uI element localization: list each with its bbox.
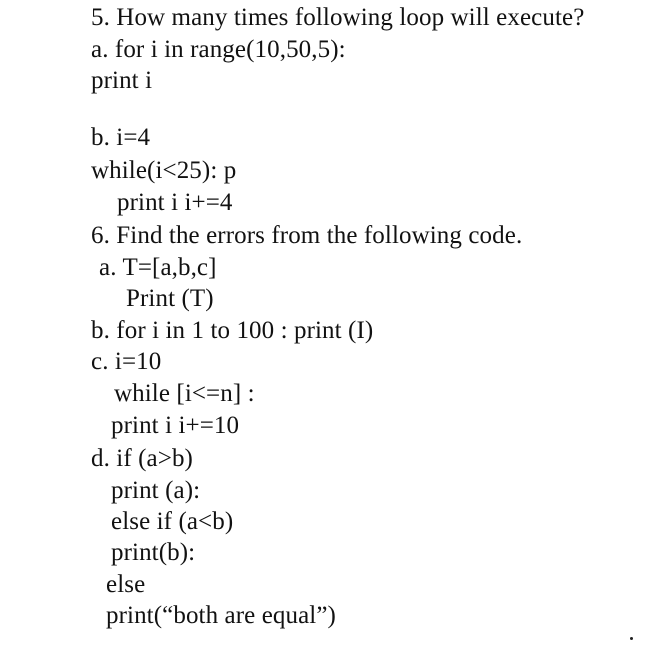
question-6-heading: 6. Find the errors from the following code. — [91, 222, 523, 249]
question-5-heading: 5. How many times following loop will execute? — [91, 4, 585, 31]
q5-part-b-line-1: b. i=4 — [91, 124, 151, 151]
q6-part-c-line-2: while [i<=n] : — [114, 380, 255, 407]
q6-part-d-line-5: else — [106, 571, 146, 598]
stray-dot-mark — [630, 637, 633, 640]
q5-part-a-line-2: print i — [91, 67, 153, 94]
q6-part-a-line-2: Print (T) — [126, 285, 214, 312]
q6-part-d-line-6: print(“both are equal”) — [106, 602, 336, 629]
q6-part-c-line-1: c. i=10 — [91, 348, 162, 375]
q6-part-a-line-1: a. T=[a,b,c] — [99, 254, 217, 281]
q5-part-a-line-1: a. for i in range(10,50,5): — [91, 36, 346, 63]
q6-part-d-line-2: print (a): — [111, 477, 201, 504]
q6-part-d-line-1: d. if (a>b) — [91, 445, 193, 472]
q6-part-c-line-3: print i i+=10 — [111, 412, 240, 439]
q6-part-d-line-4: print(b): — [111, 539, 196, 566]
q5-part-b-line-2: while(i<25): p — [91, 157, 237, 184]
q6-part-b-line-1: b. for i in 1 to 100 : print (I) — [91, 317, 374, 344]
q6-part-d-line-3: else if (a<b) — [111, 508, 234, 535]
q5-part-b-line-3: print i i+=4 — [117, 189, 233, 216]
